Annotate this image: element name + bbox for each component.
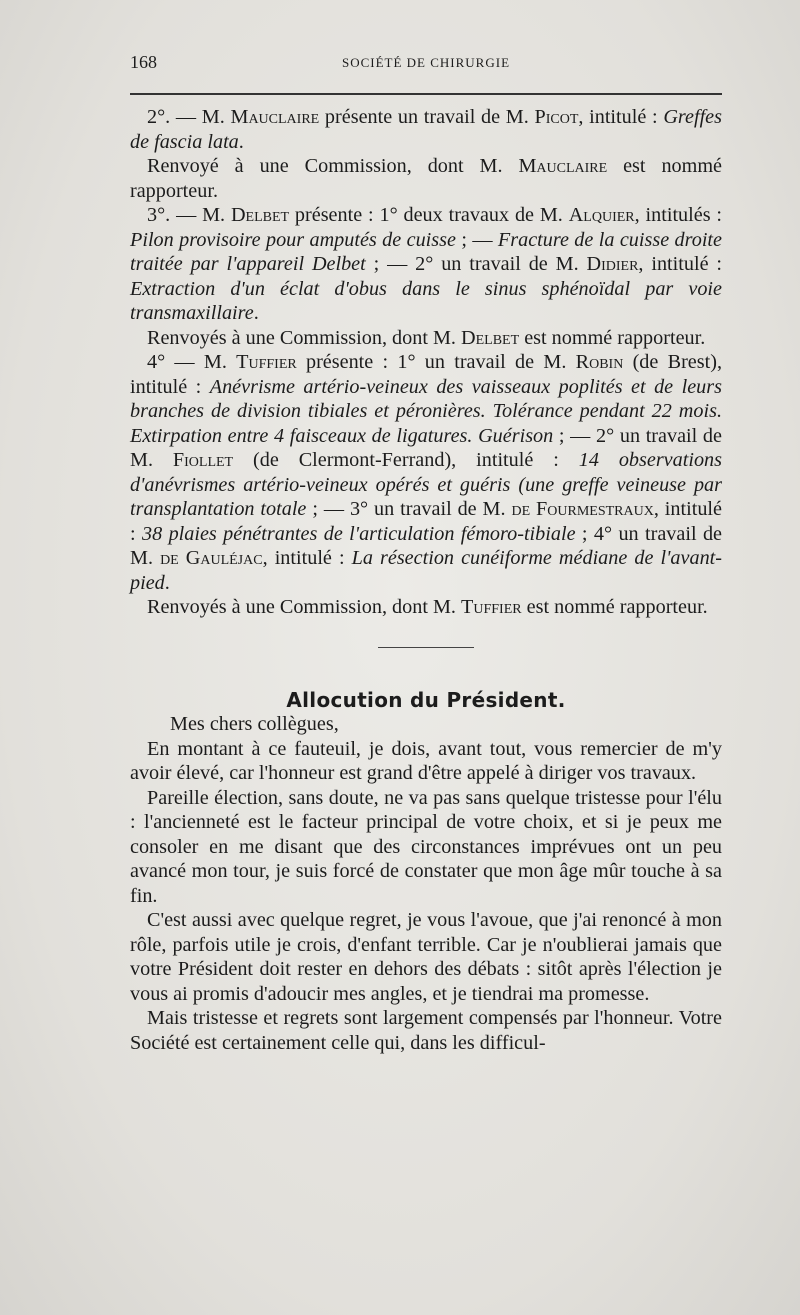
author-name: Robin — [575, 351, 624, 373]
header-rule — [130, 93, 722, 95]
item-2: 2°. — M. Mauclaire présente un travail de M. Picot, intitulé : Greffes de fascia lata. — [130, 106, 722, 153]
work-title: Anévrisme artério-veineux des vaisseaux poplités et de leurs branches de division tibiales et péronières. Tolérance pendant 22 mois. Extirpation entre 4 faisceaux de ligatures. Guérison — [130, 375, 722, 447]
author-name: Fiollet — [172, 449, 234, 471]
item-number: 2°. — [147, 106, 171, 128]
running-head: SOCIÉTÉ DE CHIRURGIE — [341, 55, 511, 70]
work-title: Pilon provisoire pour amputés de cuisse — [130, 228, 456, 251]
rapporteur-name: Delbet — [461, 326, 520, 349]
author-name: Delbet — [230, 204, 290, 226]
section-title: Allocution du Président. — [286, 687, 566, 712]
author-name: Alquier — [568, 204, 635, 226]
speech-paragraph: Mais tristesse et regrets sont largement compensés par l'honneur. Votre Société est certainement celle qui, dans les difficul- — [130, 1007, 722, 1054]
rapporteur-name: Tuffier — [461, 596, 522, 618]
work-title: 14 observations d'anévrismes artério-veineux opérés et guéris (une greffe veineuse par transplantation totale — [130, 449, 722, 520]
work-title: La résection cunéiforme médiane de l'avant-pied — [130, 547, 722, 594]
item-4: 4° — M. Tuffier présente : 1° un travail de M. Robin (de Brest), intitulé : Anévrisme artério-veineux des vaisseaux poplités et de leurs branches de division tibiales et péronières. Tolérance pendant 22 mois. Extirpation entre 4 faisceaux de ligatures. Guérison ; — 2° un travail de M. Fiollet (de Clermont-Ferrand), intitulé : 14 observations d'anévrismes artério-veineux opérés et guéris (une greffe veineuse par transplantation totale ; — 3° un travail de M. de Fourmestraux, intitulé : 38 plaies pénétrantes de l'articulation fémoro-tibiale ; 4° un travail de M. de Gauléjac, intitulé : La résection cunéiforme médiane de l'avant-pied. — [130, 351, 723, 594]
item-number: 3°. — [147, 204, 171, 226]
salutation: Mes chers collègues, — [170, 713, 339, 735]
section-divider — [378, 647, 474, 648]
speech-paragraph: C'est aussi avec quelque regret, je vous l'avoue, que j'ai renoncé à mon rôle, parfois utile je crois, d'enfant terrible. Car je n'oublierai jamais que votre Président doit rester en dehors des débats : sitôt après l'élection je vous ai promis d'adoucir mes angles, et je tiendrai ma promesse. — [130, 909, 722, 1005]
page-header — [130, 52, 722, 76]
work-title: Extraction d'un éclat d'obus dans le sinus sphénoïdal par voie transmaxillaire — [130, 277, 722, 324]
speech-paragraph: Pareille élection, sans doute, ne va pas sans quelque tristesse pour l'élu : l'ancienneté est le facteur principal de votre choix, et si je peux me consoler en me disant que des circonstances imprévues ont un peu avancé mon tour, je suis forcé de constater que mon âge mûr touche à sa fin. — [130, 786, 722, 907]
rapporteur-name: Mauclaire — [518, 155, 608, 177]
work-title: 38 plaies pénétrantes de l'articulation fémoro-tibiale — [142, 522, 576, 545]
author-name: Tuffier — [236, 351, 297, 373]
item-3-referral: Renvoyés à une Commission, dont M. Delbet est nommé rapporteur. — [147, 326, 706, 349]
author-name: de Gauléjac — [160, 547, 263, 569]
work-title: Greffes de fascia lata — [130, 106, 722, 153]
speech-paragraph: En montant à ce fauteuil, je dois, avant tout, vous remercier de m'y avoir élevé, car l'honneur est grand d'être appelé à diriger vos travaux. — [130, 737, 722, 784]
work-title: Fracture de la cuisse droite traitée par l'appareil Delbet — [130, 228, 723, 275]
item-2-referral: Renvoyé à une Commission, dont M. Mauclaire est nommé rapporteur. — [130, 155, 722, 202]
item-3: 3°. — M. Delbet présente : 1° deux travaux de M. Alquier, intitulés : Pilon provisoire pour amputés de cuisse ; — Fracture de la cuisse droite traitée par l'appareil Delbet ; — 2° un travail de M. Didier, intitulé : Extraction d'un éclat d'obus dans le sinus sphénoïdal par voie transmaxillaire. — [130, 204, 723, 324]
item-number: 4° — [147, 351, 166, 373]
item-4-referral: Renvoyés à une Commission, dont M. Tuffier est nommé rapporteur. — [147, 596, 708, 618]
page-number: 168 — [130, 52, 157, 72]
author-name: Mauclaire — [230, 106, 320, 128]
page-body — [130, 105, 722, 1055]
author-name: de Fourmestraux — [511, 498, 654, 520]
author-name: Picot — [534, 106, 579, 128]
author-name: Didier — [586, 253, 639, 275]
